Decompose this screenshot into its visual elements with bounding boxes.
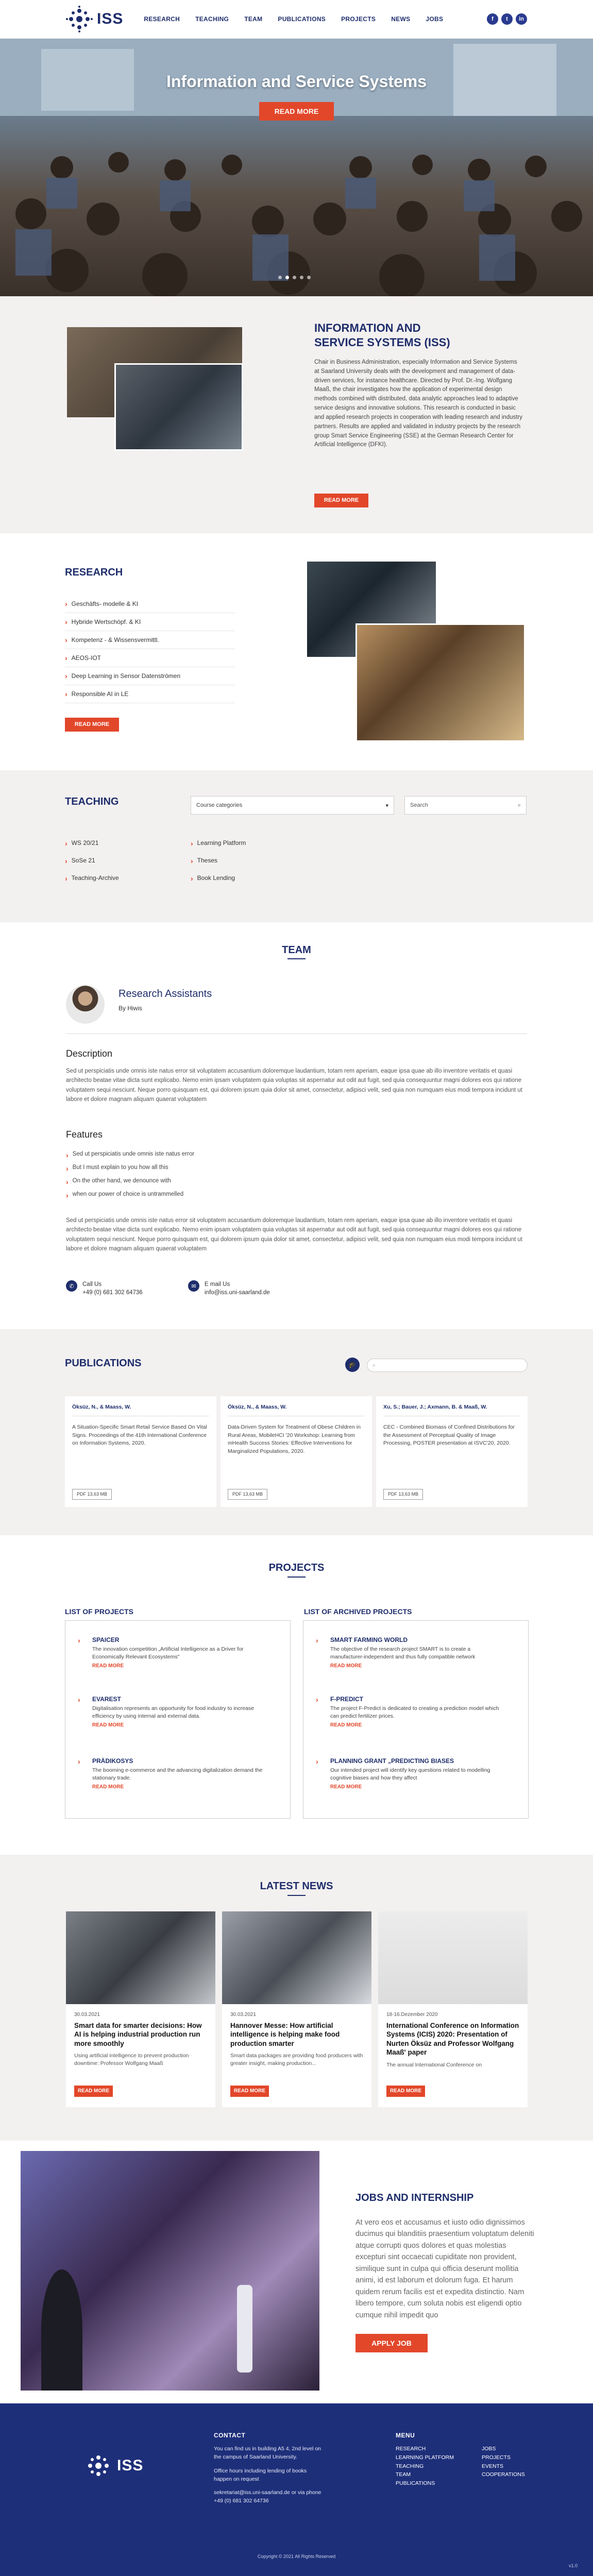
news-excerpt: Using artificial intelligence to prevent production downtime: Professor Wolfgang Maaß <box>74 2053 189 2067</box>
publications-title: PUBLICATIONS <box>65 1358 142 1369</box>
news-headline[interactable]: International Conference on Information Systems (ICIS) 2020: Presentation of Nurten Öksüz and Professor Wolfgang Maaß' paper <box>386 2021 519 2057</box>
linkedin-icon[interactable]: in <box>516 13 527 25</box>
footer-link[interactable]: COOPERATIONS <box>482 2471 525 2478</box>
project-title: PLANNING GRANT „PREDICTING BIASES <box>330 1757 454 1765</box>
nav-publications[interactable]: PUBLICATIONS <box>278 15 326 23</box>
footer-link[interactable]: RESEARCH <box>396 2446 426 2452</box>
news-section <box>0 1855 593 2141</box>
contact-heading: CONTACT <box>214 2432 246 2439</box>
about-section <box>0 296 593 533</box>
research-image-talk <box>355 623 526 742</box>
chevron-right-icon: › <box>65 672 67 680</box>
list-item[interactable] <box>65 595 235 613</box>
publications-search-input[interactable] <box>367 1359 528 1372</box>
news-read-more-button[interactable]: READ MORE <box>386 2086 425 2097</box>
project-read-more-link[interactable]: READ MORE <box>330 1784 362 1790</box>
news-read-more-button[interactable]: READ MORE <box>74 2086 113 2097</box>
projects-list-box <box>65 1620 291 1819</box>
robot-figure <box>237 2285 252 2372</box>
research-item-label: Hybride Wertschöpf. & KI <box>71 618 141 625</box>
top-navbar <box>0 0 593 39</box>
jobs-section <box>0 2141 593 2403</box>
search-icon: ⌕ <box>517 802 521 808</box>
news-image <box>222 1911 371 2004</box>
publication-card <box>376 1396 528 1507</box>
project-title: SMART FARMING WORLD <box>330 1636 408 1643</box>
teaching-link: Teaching-Archive <box>71 874 119 882</box>
list-item[interactable] <box>65 835 119 852</box>
nav-jobs[interactable]: JOBS <box>426 15 444 23</box>
publication-authors: Öksüz, N., & Maass, W. <box>228 1403 365 1416</box>
teaching-link: SoSe 21 <box>71 857 95 864</box>
course-category-select[interactable] <box>191 796 394 815</box>
news-headline[interactable]: Hannover Messe: How artificial intelligence is helping make food production smarter <box>230 2021 340 2047</box>
archived-projects-box <box>303 1620 529 1819</box>
project-title: EVAREST <box>92 1696 121 1703</box>
select-value: Course categories <box>196 802 243 808</box>
carousel-dot[interactable] <box>278 276 282 279</box>
list-item[interactable] <box>65 613 235 631</box>
project-title: F-PREDICT <box>330 1696 363 1703</box>
footer <box>0 2403 593 2576</box>
mail-label: E mail Us <box>205 1281 230 1287</box>
news-date: 30.03.2021 <box>230 2012 257 2018</box>
projects-section <box>0 1535 593 1855</box>
chevron-right-icon: › <box>65 600 67 608</box>
chevron-right-icon: › <box>78 1757 80 1766</box>
chevron-right-icon: › <box>191 874 193 883</box>
research-list <box>65 595 235 703</box>
news-title: LATEST NEWS <box>260 1880 333 1892</box>
list-item <box>66 1162 194 1175</box>
research-section <box>0 533 593 770</box>
chevron-right-icon: › <box>65 690 67 698</box>
project-description: The innovation competition „Artificial Intelligence as a Driver for Economically Relevant Ecosystems" <box>92 1646 244 1660</box>
nav-team[interactable]: TEAM <box>244 15 263 23</box>
pdf-download-button[interactable]: PDF 13,63 MB <box>383 1489 423 1500</box>
project-read-more-link[interactable]: READ MORE <box>92 1663 124 1669</box>
facebook-icon[interactable]: f <box>487 13 498 25</box>
news-card <box>66 1911 215 2107</box>
project-title: SPAICER <box>92 1636 120 1643</box>
pdf-download-button[interactable]: PDF 13,63 MB <box>72 1489 112 1500</box>
list-item <box>66 1189 194 1202</box>
footer-link[interactable]: TEACHING <box>396 2463 424 2469</box>
jobs-image <box>21 2151 319 2391</box>
contact-email-phone[interactable]: sekretariat@iss.uni-saarland.de or via phone +49 (0) 681 302 64736 <box>214 2489 321 2504</box>
project-description: The booming e-commerce and the advancing digitalization demand the stationary trade. <box>92 1767 263 1782</box>
carousel-dot[interactable] <box>307 276 311 279</box>
feature-text: On the other hand, we denounce with <box>72 1178 171 1184</box>
chevron-right-icon: › <box>66 1164 69 1173</box>
research-item-label: Kompetenz - & Wissensvermittl. <box>71 636 159 643</box>
chevron-right-icon: › <box>191 857 193 865</box>
hero-title: Information and Service Systems <box>166 72 427 91</box>
list-item[interactable] <box>65 870 119 887</box>
publication-text: A Situation-Specific Smart Retail Service Based On Vital Signs. Proceedings of the 41th International Conference on Information Systems, 2020. <box>72 1423 207 1447</box>
project-item <box>78 1636 267 1669</box>
project-title: PRÄDIKOSYS <box>92 1757 133 1765</box>
teaching-link: WS 20/21 <box>71 839 99 846</box>
chevron-right-icon: › <box>65 874 67 883</box>
description-text-2: Sed ut perspiciatis unde omnis iste natus error sit voluptatem accusantium doloremque laudantium, totam rem aperiam, eaque ipsa quae ab illo inventore veritatis et quasi architecto beatae vitae dicta sunt explicabo. Nemo enim ipsam voluptatem quia voluptas sit aspernatur aut odit aut fugit, sed quia consequuntur magni dolores eos qui ratione voluptatem sequi nesciunt. Neque porro quisquam est, qui dolorem ipsum quia dolor sit amet, consectetur, adipisci velit, sed quia non numquam eius modi tempora incidunt ut labore et dolore magnam aliquam quaerat voluptatem <box>66 1217 522 1252</box>
nav-news[interactable]: NEWS <box>391 15 411 23</box>
publication-authors: Xu, S.; Bauer, J.; Axmann, B. & Maaß, W. <box>383 1403 520 1416</box>
phone-icon: ✆ <box>66 1280 77 1292</box>
jobs-text: At vero eos et accusamus et iusto odio dignissimos ducimus qui blanditiis praesentium voluptatum deleniti atque corrupti quos dolores et quas molestias excepturi sint occaecati cupiditate non provident, similique sunt in culpa qui officia deserunt mollitia animi, id est laborum et dolorum fuga. Et harum quidem rerum facilis est et expedita distinctio. Nam libero tempore, cum soluta nobis est eligendi optio cumque nihil impedit quo <box>355 2218 534 2319</box>
list-item[interactable] <box>191 835 246 852</box>
list-item[interactable] <box>65 852 119 870</box>
teaching-link: Theses <box>197 857 218 864</box>
feature-text: But I must explain to you how all this <box>72 1164 168 1171</box>
about-image-meeting <box>114 363 243 451</box>
title-underline <box>287 1577 306 1578</box>
projects-title: PROJECTS <box>268 1562 325 1573</box>
description-text: Sed ut perspiciatis unde omnis iste natus error sit voluptatem accusantium doloremque laudantium, totam rem aperiam, eaque ipsa quae ab illo inventore veritatis et quasi architecto beatae vitae dicta sunt explicabo. Nemo enim ipsam voluptatem quia voluptas sit aspernatur aut odit aut fugit, sed quia consequuntur magni dolores eos qui ratione voluptatem sequi nesciunt. Neque porro quisquam est, qui dolorem ipsum quia dolor sit amet, consectetur, adipisci velit, sed quia non numquam eius modi tempora incidunt ut labore et dolore magnam aliquam quaerat voluptatem <box>66 1068 522 1103</box>
news-image <box>378 1911 528 2004</box>
footer-link[interactable]: JOBS <box>482 2446 496 2452</box>
news-date: 30.03.2021 <box>74 2012 100 2018</box>
search-placeholder: Search <box>410 802 428 808</box>
chevron-right-icon: › <box>66 1178 69 1186</box>
about-read-more-button[interactable]: READ MORE <box>314 494 368 507</box>
chevron-right-icon: › <box>65 654 67 662</box>
chevron-down-icon: ▾ <box>385 802 388 809</box>
chevron-right-icon: › <box>316 1757 318 1766</box>
chevron-right-icon: › <box>66 1191 69 1199</box>
publication-text: CEC - Combined Biomass of Confined Distributions for the Assessment of Perceptual Quality of Image Processing, POSTER presentation at ISVC'20, 2020. <box>383 1423 515 1447</box>
footer-link[interactable]: LEARNING PLATFORM <box>396 2454 454 2461</box>
publications-section <box>0 1329 593 1535</box>
avatar <box>66 985 105 1024</box>
project-description: Digitalisation represents an opportunity for food industry to increase efficiency by using internal and external data. <box>92 1705 255 1720</box>
features-list <box>66 1148 194 1202</box>
mail-contact[interactable] <box>188 1280 270 1297</box>
team-title: TEAM <box>282 944 311 956</box>
feature-text: Sed ut perspiciatis unde omnis iste natus error <box>72 1151 195 1157</box>
footer-brand-name: ISS <box>117 2457 144 2474</box>
chevron-right-icon: › <box>65 636 67 644</box>
copyright: Copyright © 2021 All Rights Reserved <box>257 2554 336 2559</box>
research-item-label: Responsible AI in LE <box>71 690 129 698</box>
description-heading: Description <box>66 1048 113 1059</box>
project-item <box>316 1696 505 1728</box>
teaching-list-left <box>65 835 119 887</box>
team-section <box>0 922 593 1329</box>
footer-link[interactable]: TEAM <box>396 2471 411 2478</box>
contact-address: You can find us in building A5 4, 2nd level on the campus of Saarland University. <box>214 2446 321 2461</box>
jobs-title: JOBS AND INTERNSHIP <box>355 2192 474 2204</box>
teaching-link: Book Lending <box>197 874 235 882</box>
project-description: Our intended project will identify key questions related to modelling cognitive biases and how they affect <box>330 1767 490 1782</box>
research-item-label: AEOS-IOT <box>71 654 101 662</box>
list-item <box>66 1175 194 1189</box>
footer-link[interactable]: EVENTS <box>482 2463 504 2469</box>
teaching-title: TEACHING <box>65 796 119 807</box>
project-item <box>316 1757 505 1790</box>
footer-logo[interactable] <box>85 2452 143 2479</box>
brand-name: ISS <box>97 10 124 27</box>
news-excerpt: Smart data packages are providing food producers with greater insight, making production... <box>230 2053 363 2067</box>
hero-banner <box>0 39 593 296</box>
apply-job-button[interactable]: APPLY JOB <box>355 2334 428 2352</box>
list-item <box>66 1148 194 1162</box>
menu-heading: MENU <box>396 2432 415 2439</box>
footer-link[interactable]: PROJECTS <box>482 2454 511 2461</box>
project-item <box>316 1636 505 1669</box>
carousel-dots <box>278 276 311 279</box>
news-card <box>222 1911 371 2107</box>
hero-read-more-button[interactable]: READ MORE <box>259 102 334 121</box>
news-headline[interactable]: Smart data for smarter decisions: How AI is helping industrial production run more smoothly <box>74 2021 202 2047</box>
chevron-right-icon: › <box>316 1636 318 1645</box>
publication-card <box>65 1396 216 1507</box>
research-title: RESEARCH <box>65 567 123 578</box>
news-excerpt: The annual International Conference on <box>386 2061 482 2068</box>
teaching-link: Learning Platform <box>197 839 246 846</box>
pdf-download-button[interactable]: PDF 13,63 MB <box>228 1489 267 1500</box>
call-contact[interactable] <box>66 1280 143 1297</box>
news-image <box>66 1911 215 2004</box>
divider <box>66 1033 527 1034</box>
publication-card <box>221 1396 372 1507</box>
speaker-figure <box>41 2269 82 2391</box>
carousel-dot-active[interactable] <box>285 276 289 279</box>
archived-projects-heading: LIST OF ARCHIVED PROJECTS <box>304 1607 412 1616</box>
research-read-more-button[interactable]: READ MORE <box>65 718 119 732</box>
site-logo[interactable] <box>66 6 123 32</box>
about-text: Chair in Business Administration, especially Information and Service Systems at Saarland University deals with the development and management of data-driven services, for instance healthcare. Directed by Prof. Dr.-Ing. Wolfgang Maaß, the chair investigates how the application of experimental design methods combined with distributed, data analytic approaches lead to adaptive service designs and innovative solutions. This research is conducted in basic and applied research projects in cooperation with leading research and industry partners. Results are applied and validated in industry projects by the research group Smart Service Engineering (SSE) at the German Research Center for Artificial Intelligence (DFKI). <box>314 359 523 448</box>
list-item[interactable] <box>65 667 235 685</box>
list-item[interactable] <box>65 649 235 667</box>
title-underline <box>287 958 306 959</box>
feature-text: when our power of choice is untrammelled <box>72 1191 184 1197</box>
news-read-more-button[interactable]: READ MORE <box>230 2086 269 2097</box>
call-number: +49 (0) 681 302 64736 <box>82 1290 143 1296</box>
nav-teaching[interactable]: TEACHING <box>195 15 229 23</box>
research-item-label: Deep Learning in Sensor Datenströmen <box>71 672 181 680</box>
chevron-right-icon: › <box>78 1696 80 1704</box>
list-item[interactable] <box>65 631 235 649</box>
project-read-more-link[interactable]: READ MORE <box>330 1663 362 1669</box>
news-card <box>378 1911 528 2107</box>
project-read-more-link[interactable]: READ MORE <box>92 1784 124 1790</box>
title-underline <box>287 1895 306 1896</box>
about-title: INFORMATION AND SERVICE SYSTEMS (ISS) <box>314 321 450 349</box>
carousel-dot[interactable] <box>300 276 303 279</box>
chevron-right-icon: › <box>65 839 67 848</box>
social-links <box>487 13 527 25</box>
logo-dots-icon <box>85 2452 112 2479</box>
project-description: The objective of the research project SMART is to create a manufacturer-independent and thus fully compatible network <box>330 1646 476 1660</box>
carousel-dot[interactable] <box>293 276 296 279</box>
mail-address: info@iss.uni-saarland.de <box>205 1290 270 1296</box>
logo-dots-icon <box>66 6 93 32</box>
twitter-icon[interactable]: t <box>501 13 513 25</box>
projects-list-heading: LIST OF PROJECTS <box>65 1607 134 1616</box>
footer-menu-left <box>396 2445 454 2488</box>
team-by: By Hiwis <box>118 1005 143 1012</box>
publication-text: Data-Driven System for Treatment of Obese Children in Rural Areas, MobileHCI '20 Workshop: Learning from mHealth Success Stories: Effective Interventions for Marginalized Populations, 2020. <box>228 1423 361 1454</box>
nav-research[interactable]: RESEARCH <box>144 15 180 23</box>
features-heading: Features <box>66 1129 103 1140</box>
nav-projects[interactable]: PROJECTS <box>341 15 376 23</box>
call-label: Call Us <box>82 1281 102 1287</box>
footer-menu-right <box>482 2445 525 2479</box>
project-description: The project F-Predict is dedicated to creating a prediction model which can predict fertilizer prices. <box>330 1705 499 1720</box>
graduation-cap-icon[interactable]: 🎓 <box>345 1358 360 1372</box>
main-menu <box>144 15 443 23</box>
news-date: 18-16.Dezember 2020 <box>386 2012 438 2018</box>
contact-hours: Office hours including lending of books happen on request <box>214 2468 307 2483</box>
teaching-section <box>0 770 593 922</box>
search-icon: ⌕ <box>372 1362 376 1368</box>
team-role: Research Assistants <box>118 988 212 999</box>
chevron-right-icon: › <box>191 839 193 848</box>
project-item <box>78 1757 267 1790</box>
list-item[interactable] <box>65 685 235 703</box>
chevron-right-icon: › <box>316 1696 318 1704</box>
list-item[interactable] <box>191 870 246 887</box>
footer-link[interactable]: PUBLICATIONS <box>396 2480 435 2487</box>
chevron-right-icon: › <box>66 1151 69 1159</box>
version-label: v1.0 <box>568 2563 578 2568</box>
teaching-search-input[interactable] <box>404 796 527 815</box>
chevron-right-icon: › <box>78 1636 80 1645</box>
project-read-more-link[interactable]: READ MORE <box>330 1722 362 1728</box>
project-read-more-link[interactable]: READ MORE <box>92 1722 124 1728</box>
teaching-list-right <box>191 835 246 887</box>
publication-authors: Öksüz, N., & Maass, W. <box>72 1403 209 1416</box>
project-item <box>78 1696 267 1728</box>
list-item[interactable] <box>191 852 246 870</box>
mail-icon: ✉ <box>188 1280 199 1292</box>
research-item-label: Geschäfts- modelle & KI <box>71 600 139 607</box>
chevron-right-icon: › <box>65 618 67 626</box>
chevron-right-icon: › <box>65 857 67 865</box>
